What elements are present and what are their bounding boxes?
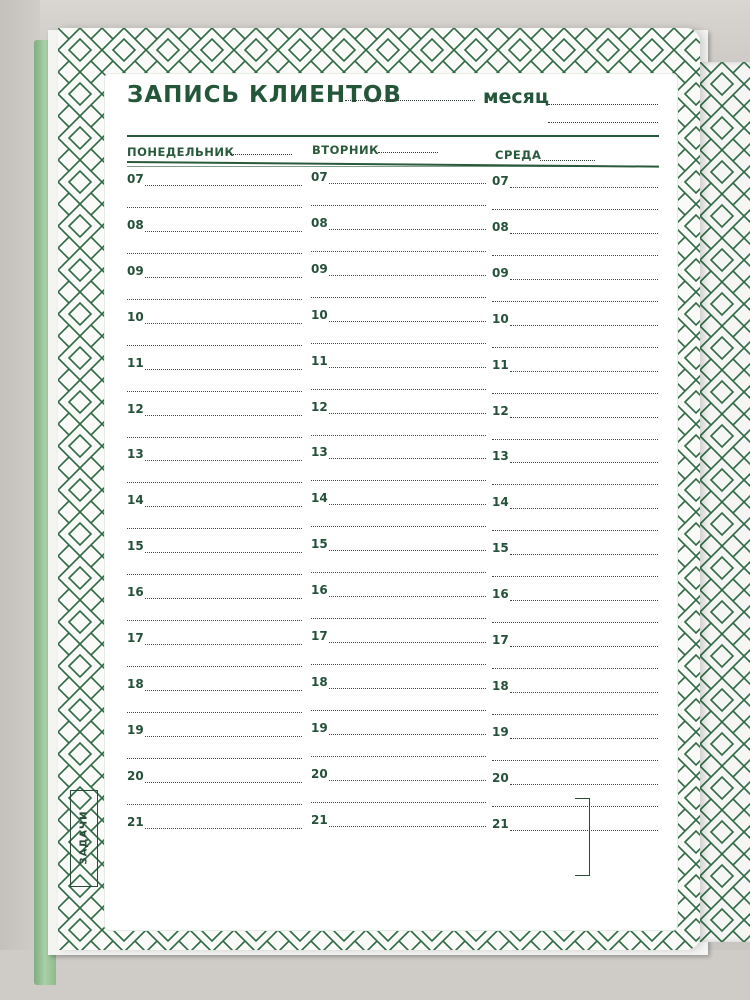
hour-dotted-line[interactable] (145, 828, 302, 829)
hour-label: 08 (311, 215, 328, 230)
hour-label: 14 (492, 495, 509, 510)
hour-label: 14 (311, 491, 328, 506)
hour-label: 12 (492, 403, 509, 418)
hour-dotted-line[interactable] (329, 642, 486, 643)
hour-dotted-line[interactable] (145, 323, 302, 324)
hour-label: 15 (492, 541, 509, 556)
hour-label: 07 (311, 170, 328, 184)
hour-dotted-line[interactable] (145, 506, 302, 507)
hour-dotted-line[interactable] (329, 458, 486, 459)
hour-dotted-line[interactable] (510, 738, 658, 739)
day-header-tuesday: ВТОРНИК (312, 143, 379, 157)
half-hour-dotted-line[interactable] (492, 393, 658, 394)
half-hour-dotted-line[interactable] (311, 710, 486, 711)
hour-label: 13 (127, 447, 144, 462)
hour-label: 15 (311, 537, 328, 552)
half-hour-dotted-line[interactable] (492, 209, 658, 210)
half-hour-dotted-line[interactable] (492, 255, 658, 256)
day-header-wednesday: СРЕДА (495, 148, 542, 162)
hour-dotted-line[interactable] (510, 233, 658, 234)
half-hour-dotted-line[interactable] (492, 484, 658, 485)
hour-label: 11 (127, 355, 144, 370)
hour-label: 16 (127, 585, 144, 600)
hour-label: 11 (311, 353, 328, 368)
hour-label: 15 (127, 539, 144, 554)
hour-dotted-line[interactable] (145, 231, 302, 232)
hour-label: 14 (127, 493, 144, 508)
hour-label: 21 (311, 812, 328, 827)
half-hour-dotted-line[interactable] (311, 343, 486, 344)
half-hour-dotted-line[interactable] (311, 435, 486, 436)
half-hour-dotted-line[interactable] (492, 668, 658, 669)
half-hour-dotted-line[interactable] (492, 760, 658, 761)
half-hour-dotted-line[interactable] (311, 756, 486, 757)
hour-dotted-line[interactable] (510, 417, 658, 418)
month-dotted-line-2 (548, 122, 658, 123)
hour-label: 19 (492, 724, 509, 739)
tasks-end-bracket (575, 798, 590, 876)
hour-label: 09 (311, 261, 328, 276)
hour-dotted-line[interactable] (510, 187, 658, 188)
month-label: месяц (483, 86, 549, 108)
half-hour-dotted-line[interactable] (127, 391, 302, 392)
hour-label: 09 (492, 265, 509, 280)
half-hour-dotted-line[interactable] (127, 345, 302, 346)
hour-dotted-line[interactable] (329, 780, 486, 781)
hour-label: 07 (127, 172, 144, 186)
title-dotted-line (345, 100, 475, 101)
half-hour-dotted-line[interactable] (311, 526, 486, 527)
wednesday-dotted-line (540, 160, 595, 161)
hour-label: 19 (127, 722, 144, 737)
hour-dotted-line[interactable] (145, 552, 302, 553)
half-hour-dotted-line[interactable] (127, 253, 302, 254)
hour-label: 18 (127, 676, 144, 691)
hour-dotted-line[interactable] (510, 692, 658, 693)
hour-dotted-line[interactable] (329, 367, 486, 368)
half-hour-dotted-line[interactable] (127, 528, 302, 529)
days-rule-2 (127, 166, 659, 167)
hour-dotted-line[interactable] (329, 413, 486, 414)
half-hour-dotted-line[interactable] (127, 437, 302, 438)
hour-label: 08 (492, 219, 509, 234)
half-hour-dotted-line[interactable] (127, 666, 302, 667)
half-hour-dotted-line[interactable] (492, 530, 658, 531)
half-hour-dotted-line[interactable] (311, 205, 486, 206)
hour-label: 19 (311, 720, 328, 735)
half-hour-dotted-line[interactable] (492, 714, 658, 715)
hour-dotted-line[interactable] (329, 183, 486, 184)
half-hour-dotted-line[interactable] (492, 301, 658, 302)
hour-dotted-line[interactable] (510, 325, 658, 326)
half-hour-dotted-line[interactable] (127, 482, 302, 483)
header-rule (127, 135, 659, 137)
hour-label: 16 (311, 583, 328, 598)
half-hour-dotted-line[interactable] (127, 804, 302, 805)
hour-dotted-line[interactable] (145, 598, 302, 599)
hour-label: 16 (492, 587, 509, 602)
hour-label: 08 (127, 217, 144, 232)
hour-label: 10 (127, 309, 144, 324)
hour-label: 09 (127, 263, 144, 278)
hour-label: 20 (492, 770, 509, 785)
hour-label: 17 (127, 631, 144, 645)
hour-dotted-line[interactable] (145, 644, 302, 645)
half-hour-dotted-line[interactable] (492, 347, 658, 348)
half-hour-dotted-line[interactable] (311, 572, 486, 573)
hour-dotted-line[interactable] (145, 736, 302, 737)
half-hour-dotted-line[interactable] (127, 299, 302, 300)
hour-label: 13 (492, 449, 509, 464)
half-hour-dotted-line[interactable] (492, 576, 658, 577)
hour-label: 21 (492, 816, 509, 831)
hour-label: 07 (492, 174, 509, 188)
half-hour-dotted-line[interactable] (311, 664, 486, 665)
hour-dotted-line[interactable] (329, 688, 486, 689)
hour-dotted-line[interactable] (329, 229, 486, 230)
hour-dotted-line[interactable] (510, 600, 658, 601)
half-hour-dotted-line[interactable] (311, 297, 486, 298)
hour-dotted-line[interactable] (145, 369, 302, 370)
day-header-monday: ПОНЕДЕЛЬНИК (127, 145, 235, 159)
hour-dotted-line[interactable] (329, 826, 486, 827)
half-hour-dotted-line[interactable] (127, 620, 302, 621)
half-hour-dotted-line[interactable] (127, 207, 302, 208)
hour-dotted-line[interactable] (145, 415, 302, 416)
hour-label: 18 (492, 678, 509, 693)
hour-label: 17 (492, 633, 509, 647)
hour-dotted-line[interactable] (510, 371, 658, 372)
hour-label: 10 (492, 311, 509, 326)
tuesday-dotted-line (378, 152, 438, 153)
page-title: ЗАПИСЬ КЛИЕНТОВ (127, 82, 402, 108)
half-hour-dotted-line[interactable] (311, 251, 486, 252)
half-hour-dotted-line[interactable] (492, 622, 658, 623)
monday-dotted-line (230, 154, 292, 155)
tasks-label: ЗАДАЧИ (78, 810, 90, 865)
hour-label: 17 (311, 629, 328, 643)
hour-dotted-line[interactable] (329, 550, 486, 551)
hour-label: 13 (311, 445, 328, 460)
hour-dotted-line[interactable] (145, 690, 302, 691)
hour-label: 18 (311, 674, 328, 689)
hour-label: 12 (127, 401, 144, 416)
half-hour-dotted-line[interactable] (311, 618, 486, 619)
hour-dotted-line[interactable] (510, 784, 658, 785)
half-hour-dotted-line[interactable] (127, 574, 302, 575)
hour-dotted-line[interactable] (329, 734, 486, 735)
tasks-label-wrapper (70, 790, 98, 885)
hour-dotted-line[interactable] (145, 460, 302, 461)
hour-label: 21 (127, 814, 144, 829)
hour-dotted-line[interactable] (145, 277, 302, 278)
hour-dotted-line[interactable] (510, 646, 658, 647)
half-hour-dotted-line[interactable] (311, 389, 486, 390)
month-dotted-line (548, 104, 658, 105)
hour-dotted-line[interactable] (510, 554, 658, 555)
hour-dotted-line[interactable] (329, 504, 486, 505)
hour-label: 11 (492, 357, 509, 372)
hour-label: 20 (127, 768, 144, 783)
hour-dotted-line[interactable] (510, 279, 658, 280)
half-hour-dotted-line[interactable] (311, 802, 486, 803)
hour-dotted-line[interactable] (510, 508, 658, 509)
half-hour-dotted-line[interactable] (492, 439, 658, 440)
hour-dotted-line[interactable] (329, 275, 486, 276)
hour-dotted-line[interactable] (329, 596, 486, 597)
hour-dotted-line[interactable] (145, 185, 302, 186)
hour-label: 10 (311, 307, 328, 322)
hour-label: 12 (311, 399, 328, 414)
hour-dotted-line[interactable] (510, 462, 658, 463)
right-page-pattern (700, 62, 750, 942)
half-hour-dotted-line[interactable] (311, 480, 486, 481)
hour-label: 20 (311, 766, 328, 781)
half-hour-dotted-line[interactable] (127, 712, 302, 713)
background-bottom (0, 950, 750, 1000)
half-hour-dotted-line[interactable] (127, 758, 302, 759)
right-page-edge (700, 62, 750, 942)
hour-dotted-line[interactable] (145, 782, 302, 783)
hour-dotted-line[interactable] (329, 321, 486, 322)
